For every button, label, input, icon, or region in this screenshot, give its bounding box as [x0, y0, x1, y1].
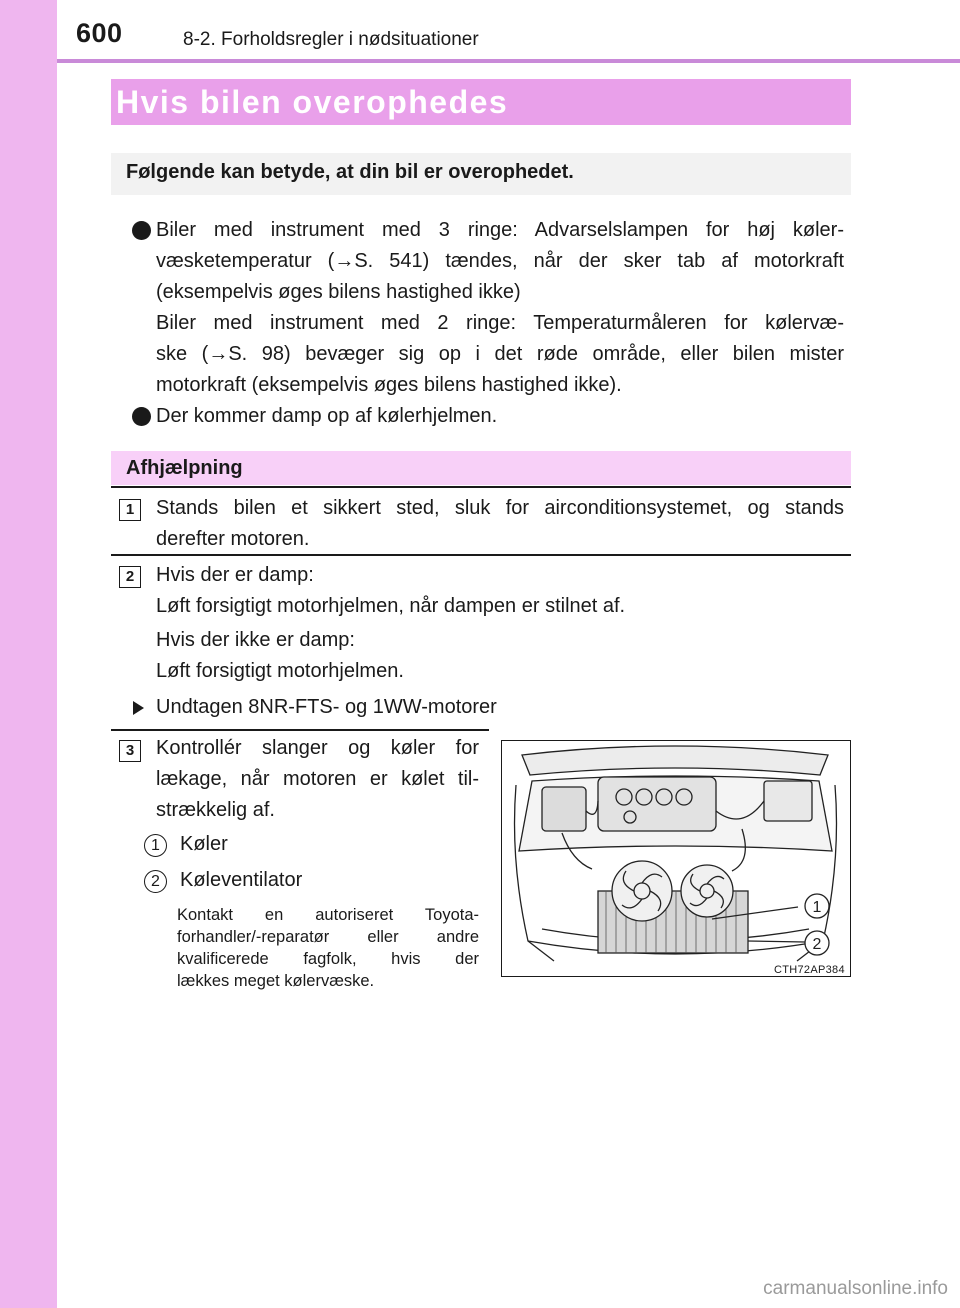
- bullet-icon: [132, 407, 151, 426]
- header-rule: [57, 59, 960, 63]
- step-rule: [111, 554, 851, 556]
- text-line: Biler med instrument med 2 ringe: Temperaturmåleren for kølervæ-: [156, 312, 844, 334]
- page-number: 600: [76, 18, 123, 48]
- step-1-text: [156, 493, 844, 555]
- side-tab-band: [0, 0, 57, 1308]
- step-number-3: 3: [119, 740, 141, 762]
- callout-label: 1: [812, 899, 822, 916]
- text-line: forhandler/-reparatør eller andre: [177, 928, 479, 946]
- watermark: carmanualsonline.info: [763, 1278, 948, 1299]
- step-rule: [111, 486, 851, 488]
- remedy-heading: Afhjælpning: [126, 457, 243, 479]
- text-line: Kontrollér slanger og køler for: [156, 737, 479, 759]
- triangle-arrow-icon: [133, 701, 144, 715]
- component-label-cooling-fan: Køleventilator: [180, 869, 303, 891]
- text-line: motorkraft (eksempelvis øges bilens hastighed ikke).: [156, 374, 622, 396]
- step-2-text-no-steam: [156, 625, 404, 687]
- step-3-text: [156, 733, 479, 826]
- intro-text: Følgende kan betyde, at din bil er overophedet.: [126, 161, 574, 183]
- component-label-radiator: Køler: [180, 833, 228, 855]
- bullet-icon: [132, 221, 151, 240]
- text-line: Løft forsigtigt motorhjelmen.: [156, 660, 404, 682]
- text-line: væsketemperatur (→S. 541) tændes, når der sker tab af motorkraft: [156, 250, 844, 272]
- text-line: Der kommer damp op af kølerhjelmen.: [156, 405, 498, 427]
- illustration-callout-2: [805, 931, 829, 955]
- illustration-code: CTH72AP384: [774, 964, 845, 976]
- text-line: strækkelig af.: [156, 799, 275, 821]
- text-line: Kontakt en autoriseret Toyota-: [177, 906, 479, 924]
- engine-variant-note: [156, 692, 497, 723]
- engine-bay-drawing: [502, 741, 849, 975]
- step-number-1: 1: [119, 499, 141, 521]
- callout-label: 2: [812, 936, 822, 953]
- text-line: Hvis der er damp:: [156, 564, 314, 586]
- text-line: Undtagen 8NR-FTS- og 1WW-motorer: [156, 696, 497, 718]
- text-line: Løft forsigtigt motorhjelmen, når dampen er stilnet af.: [156, 595, 626, 617]
- text-line: derefter motoren.: [156, 528, 310, 550]
- text-line: lækage, når motoren er kølet til-: [156, 768, 479, 790]
- text-line: kvalificerede fagfolk, hvis der: [177, 950, 479, 968]
- dealer-contact-note: [177, 904, 479, 992]
- text-line: ske (→S. 98) bevæger sig op i det røde område, eller bilen mister: [156, 343, 844, 365]
- section-title: Hvis bilen overophedes: [116, 84, 509, 120]
- callout-number-2: 2: [144, 870, 167, 893]
- step-rule: [111, 729, 489, 731]
- text-line: lækkes meget kølervæske.: [177, 972, 375, 990]
- callout-number-1: 1: [144, 834, 167, 857]
- text-line: (eksempelvis øges bilens hastighed ikke): [156, 281, 521, 303]
- illustration-callout-1: [805, 894, 829, 918]
- chapter-heading: 8-2. Forholdsregler i nødsituationer: [183, 29, 479, 50]
- bullet-paragraph-steam: [156, 401, 497, 432]
- step-2-text: [156, 560, 625, 622]
- bullet-paragraph-overheat-signs: [156, 215, 844, 401]
- step-number-2: 2: [119, 566, 141, 588]
- text-line: Biler med instrument med 3 ringe: Advarselslampen for høj køler-: [156, 219, 844, 241]
- text-line: Stands bilen et sikkert sted, sluk for airconditionsystemet, og stands: [156, 497, 844, 519]
- engine-bay-illustration: [501, 740, 851, 977]
- text-line: Hvis der ikke er damp:: [156, 629, 355, 651]
